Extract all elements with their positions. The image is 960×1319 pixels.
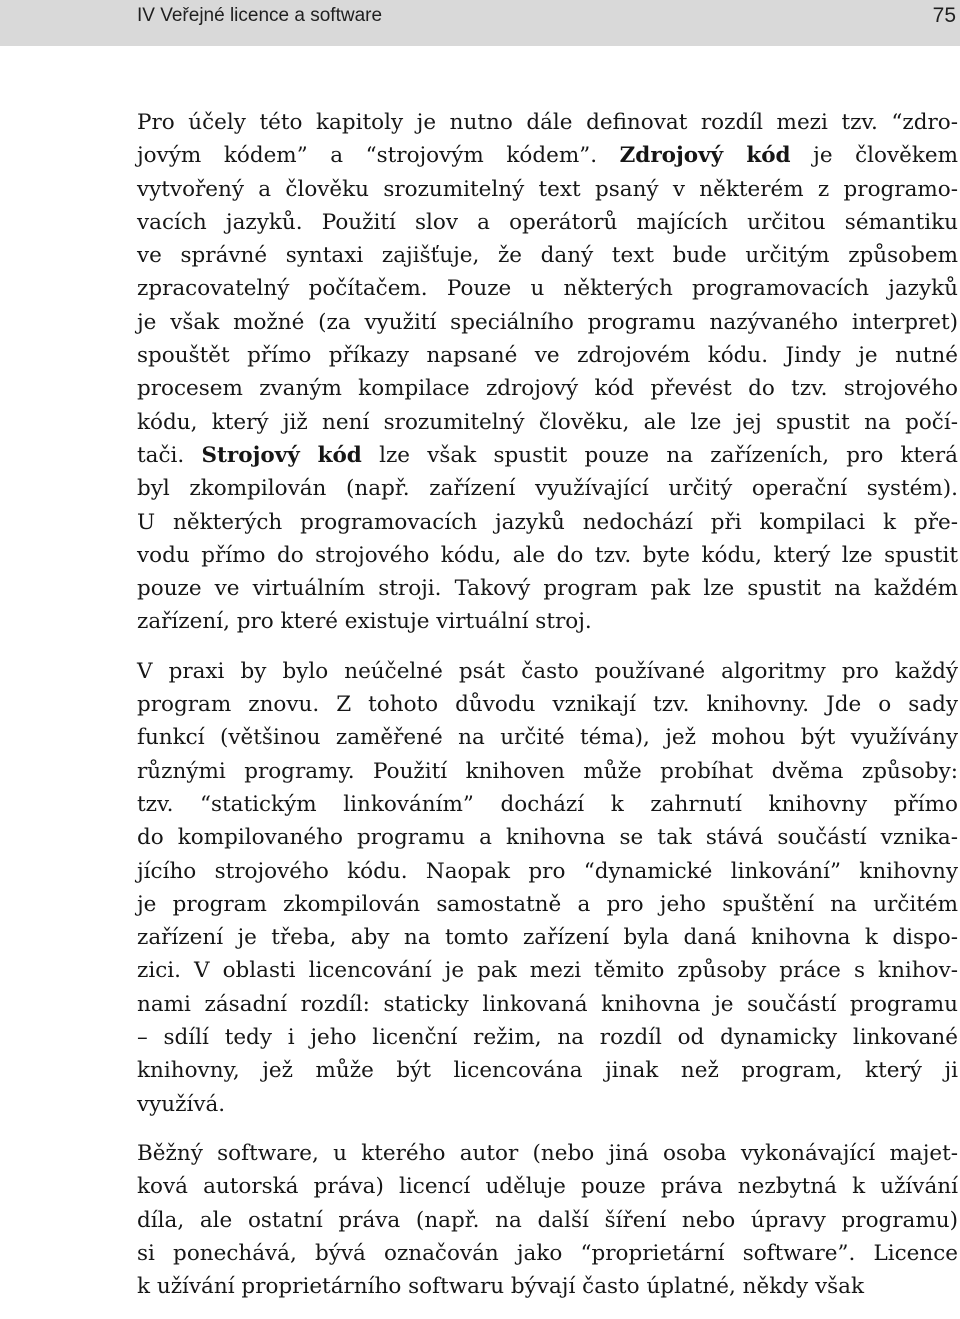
text-run: ve správné syntaxi zajišťuje, že daný text bude určitým způsobem — [137, 243, 958, 269]
text-run: jovým kódem” a “strojovým kódem”. — [137, 143, 620, 169]
text-line — [137, 1088, 958, 1121]
text-line — [137, 954, 958, 987]
text-run: zici. V oblasti licencování je pak mezi těmito způsoby práce s knihov- — [137, 958, 958, 984]
text-line — [137, 506, 958, 539]
text-run: vytvořený a člověku srozumitelný text psaný v některém z programo- — [137, 176, 958, 202]
text-run: díla, ale ostatní práva (např. na další šíření nebo úpravy programu) — [137, 1207, 958, 1233]
text-run: si ponechává, bývá označován jako “proprietární software”. Licence — [137, 1240, 958, 1266]
text-line — [137, 788, 958, 821]
text-run: do kompilovaného programu a knihovna se tak stává součástí vznika- — [137, 825, 958, 851]
text-run: zařízení je třeba, aby na tomto zařízení byla daná knihovna k dispo- — [137, 925, 958, 951]
text-run: kódu, který již není srozumitelný člověku, ale lze jej spustit na počí- — [137, 409, 958, 435]
text-line — [137, 472, 958, 505]
text-run: funkcí (většinou zaměřené na určité téma), jež mohou být využívány — [137, 725, 958, 751]
text-run: spouštět přímo příkazy napsané ve zdrojovém kódu. Jindy je nutné — [137, 343, 958, 369]
text-line — [137, 173, 958, 206]
text-run: lze však spustit pouze na zařízeních, pro která — [361, 442, 959, 468]
text-run: knihovny, jež může být licencována jinak než program, který ji — [137, 1058, 958, 1084]
bold-term: Zdrojový kód — [619, 143, 791, 169]
text-line — [137, 605, 958, 638]
text-run: nami zásadní rozdíl: staticky linkovaná knihovna je součástí programu — [137, 991, 958, 1017]
text-line — [137, 1137, 958, 1170]
paragraph — [137, 655, 958, 1121]
text-run: zpracovatelný počítačem. Pouze u některých programovacích jazyků — [137, 276, 958, 302]
text-line — [137, 139, 958, 172]
text-line — [137, 339, 958, 372]
body-text — [137, 106, 958, 1319]
text-line — [137, 306, 958, 339]
text-run: byl zkompilován (např. zařízení využívající určitý operační systém). — [137, 476, 958, 502]
text-run: Pro účely této kapitoly je nutno dále definovat rozdíl mezi tzv. “zdro- — [137, 110, 958, 135]
text-line — [137, 439, 958, 472]
bold-term: Strojový kód — [201, 442, 362, 468]
text-run: k užívání proprietárního softwaru bývají často úplatné, někdy však — [137, 1274, 865, 1300]
text-line — [137, 1054, 958, 1087]
text-run: jícího strojového kódu. Naopak pro “dynamické linkování” knihovny — [137, 858, 958, 884]
text-run: je však možné (za využití speciálního programu nazývaného interpret) — [137, 309, 958, 335]
paragraph — [137, 106, 958, 639]
text-line — [137, 106, 958, 139]
text-run: zařízení, pro které existuje virtuální stroj. — [137, 609, 592, 635]
text-run: tzv. “statickým linkováním” dochází k zahrnutí knihovny přímo — [137, 791, 958, 817]
text-line — [137, 372, 958, 405]
text-line — [137, 206, 958, 239]
text-line — [137, 239, 958, 272]
text-line — [137, 921, 958, 954]
text-line — [137, 855, 958, 888]
text-run: procesem zvaným kompilace zdrojový kód převést do tzv. strojového — [137, 376, 958, 402]
text-run: využívá. — [137, 1091, 226, 1117]
text-run: vacích jazyků. Použití slov a operátorů majících určitou sémantiku — [137, 209, 958, 235]
text-line — [137, 406, 958, 439]
text-run: je program zkompilován samostatně a pro jeho spuštění na určitém — [137, 891, 958, 917]
text-run: – sdílí tedy i jeho licenční režim, na rozdíl od dynamicky linkované — [137, 1025, 958, 1051]
text-run: je člověkem — [790, 143, 958, 169]
text-line — [137, 755, 958, 788]
text-line — [137, 821, 958, 854]
text-line — [137, 572, 958, 605]
running-header — [0, 0, 960, 46]
text-run: V praxi by bylo neúčelné psát často používané algoritmy pro každý — [137, 658, 958, 684]
text-line — [137, 272, 958, 305]
text-line — [137, 655, 958, 688]
text-line — [137, 1021, 958, 1054]
page-number: 75 — [932, 4, 956, 27]
text-line — [137, 888, 958, 921]
text-run: vodu přímo do strojového kódu, ale do tzv. byte kódu, který lze spustit — [137, 542, 958, 568]
text-line — [137, 988, 958, 1021]
chapter-title: IV Veřejné licence a software — [137, 5, 383, 26]
text-run: pouze ve virtuálním stroji. Takový program pak lze spustit na každém — [137, 576, 958, 602]
text-run: program znovu. Z tohoto důvodu vznikají tzv. knihovny. Jde o sady — [137, 692, 958, 718]
text-run: ková autorská práva) licencí uděluje pouze práva nezbytná k užívání — [137, 1174, 958, 1200]
paragraph — [137, 1137, 958, 1303]
text-line — [137, 688, 958, 721]
text-line — [137, 539, 958, 572]
text-run: Běžný software, u kterého autor (nebo jiná osoba vykonávající majet- — [137, 1140, 958, 1166]
text-line — [137, 721, 958, 754]
text-line — [137, 1170, 958, 1203]
text-run: různými programy. Použití knihoven může probíhat dvěma způsoby: — [137, 758, 958, 784]
text-line — [137, 1237, 958, 1270]
text-run: tači. — [137, 442, 202, 468]
text-run: U některých programovacích jazyků nedochází při kompilaci k pře- — [137, 509, 958, 535]
text-line — [137, 1204, 958, 1237]
text-line — [137, 1270, 958, 1303]
